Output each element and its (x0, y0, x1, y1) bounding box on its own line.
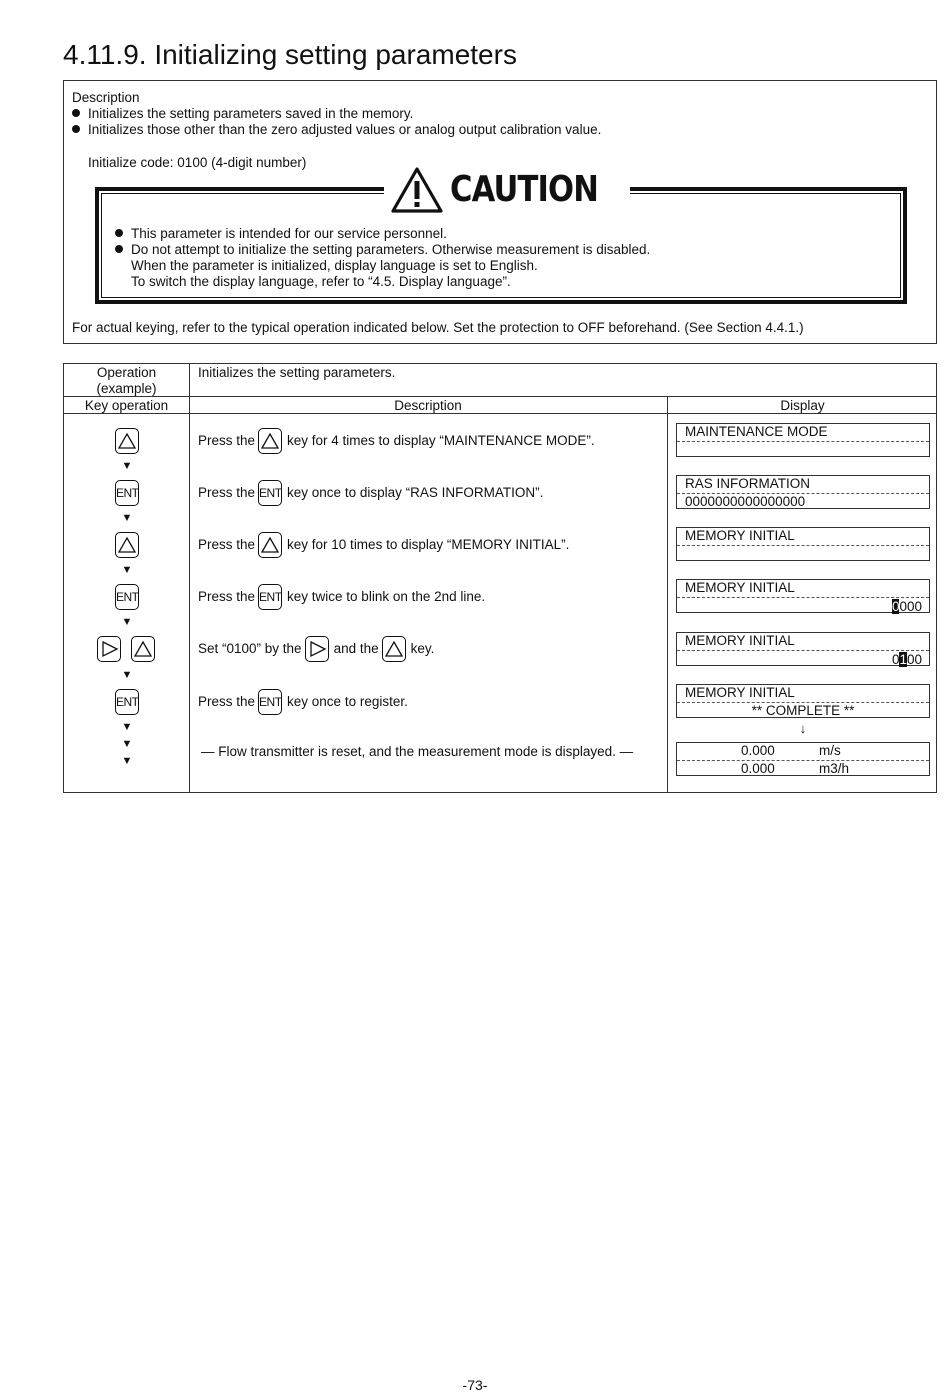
description-box (63, 80, 937, 344)
column-divider (667, 396, 668, 792)
lcd-digits: 0 (891, 652, 900, 667)
lcd-divider (677, 545, 929, 546)
ent-key-inline (258, 480, 284, 507)
step-text: Press the (198, 485, 256, 500)
caution-line: To switch the display language, refer to “4.5. Display language”. (131, 274, 511, 289)
ent-key: ENT (115, 689, 139, 715)
lcd-unit: m3/h (819, 761, 850, 776)
up-key (115, 532, 139, 558)
right-key (305, 636, 329, 662)
up-key (382, 636, 406, 662)
ent-key-inline (258, 584, 284, 611)
right-triangle-icon (306, 637, 330, 663)
caution-text: This parameter is intended for our service personnel. (131, 226, 447, 241)
up-key-inline (258, 532, 284, 559)
up-key (131, 636, 155, 662)
right-key (97, 636, 121, 662)
step-description (198, 531, 569, 559)
description-bullet (72, 106, 413, 123)
ent-key: ENT (115, 584, 139, 610)
lcd-line-1: MEMORY INITIAL (685, 580, 795, 595)
caution-line (115, 242, 650, 259)
final-step-description: — Flow transmitter is reset, and the measurement mode is displayed. — (201, 744, 634, 759)
step-text: and the (333, 641, 379, 656)
sequence-arrow: ▼ (121, 738, 133, 750)
lcd-divider (677, 760, 929, 761)
step-text: Press the (198, 433, 256, 448)
header-display: Display (780, 398, 825, 413)
description-heading: Description (72, 90, 140, 105)
sequence-arrow: ▼ (121, 669, 133, 681)
header-description: Description (394, 398, 462, 413)
lcd-line-1: MEMORY INITIAL (685, 528, 795, 543)
operation-label-sub: (example) (96, 381, 157, 396)
lcd-digits: 00 (906, 652, 922, 667)
ent-key: ENT (258, 689, 282, 715)
step-description (198, 688, 408, 716)
page-title: 4.11.9. Initializing setting parameters (63, 39, 517, 70)
lcd-digits: 000 (899, 599, 922, 614)
step-description (198, 427, 595, 455)
lcd-line-2: ** COMPLETE ** (751, 703, 855, 718)
sequence-arrow: ▼ (121, 755, 133, 767)
ent-key: ENT (258, 584, 282, 610)
up-triangle-icon (259, 429, 283, 455)
caution-line: When the parameter is initialized, display language is set to English. (131, 258, 538, 273)
up-key-inline (258, 428, 284, 455)
operation-value: Initializes the setting parameters. (198, 365, 396, 380)
lcd-value: 0.000 (741, 761, 775, 776)
sequence-arrow: ▼ (121, 721, 133, 733)
blink-cursor: 0 (891, 599, 900, 614)
step-description (198, 479, 543, 507)
step-description (198, 583, 485, 611)
step-text: Press the (198, 589, 256, 604)
up-triangle-icon (116, 429, 140, 455)
lcd-display (676, 742, 930, 776)
sequence-arrow: ▼ (121, 512, 133, 524)
footnote: For actual keying, refer to the typical operation indicated below. Set the protection to OFF beforehand. (See Section 4.4.1.) (72, 320, 804, 335)
lcd-display (676, 423, 930, 457)
up-key (258, 532, 282, 558)
lcd-line-1: MAINTENANCE MODE (685, 424, 828, 439)
lcd-line-2 (892, 652, 922, 668)
up-key (115, 428, 139, 454)
step-text: key once to register. (287, 694, 408, 709)
bullet-text: Initializes those other than the zero adjusted values or analog output calibration value. (88, 122, 602, 137)
lcd-unit: m/s (819, 743, 841, 758)
ent-key: ENT (115, 480, 139, 506)
step-text: key for 4 times to display “MAINTENANCE MODE”. (287, 433, 595, 448)
lcd-divider (677, 441, 929, 442)
operation-label: Operation (96, 365, 157, 380)
lcd-line-2: 0000000000000000 (685, 494, 806, 509)
lcd-line-2 (892, 599, 922, 615)
row-divider (64, 396, 936, 397)
lcd-display (676, 527, 930, 561)
step-text: Set “0100” by the (198, 641, 302, 656)
step-text: key for 10 times to display “MEMORY INITIAL”. (287, 537, 570, 552)
page-number: -73- (462, 1377, 488, 1393)
up-key (258, 428, 282, 454)
lcd-line-1: MEMORY INITIAL (685, 633, 795, 648)
step-text: key. (410, 641, 435, 656)
sequence-arrow: ▼ (121, 564, 133, 576)
caution-line (115, 226, 447, 243)
right-key-inline (305, 636, 331, 663)
lcd-line-1: RAS INFORMATION (685, 476, 811, 491)
bullet-text: Initializes the setting parameters saved in the memory. (88, 106, 414, 121)
up-triangle-icon (132, 637, 156, 663)
lcd-display (676, 579, 930, 613)
lcd-line-1: MEMORY INITIAL (685, 685, 795, 700)
operation-table (63, 363, 937, 793)
up-triangle-icon (259, 533, 283, 559)
lcd-value: 0.000 (741, 743, 775, 758)
caution-header (384, 165, 630, 215)
step-text: key once to display “RAS INFORMATION”. (287, 485, 544, 500)
lcd-display (676, 632, 930, 666)
down-arrow: ↓ (799, 721, 807, 736)
lcd-divider (677, 597, 929, 598)
sequence-arrow: ▼ (121, 460, 133, 472)
up-triangle-icon (383, 637, 407, 663)
up-key-inline (382, 636, 408, 663)
ent-key-inline (258, 689, 284, 716)
caution-text: Do not attempt to initialize the setting parameters. Otherwise measurement is disabled. (131, 242, 651, 257)
caution-word: CAUTION (450, 168, 598, 210)
step-text: key twice to blink on the 2nd line. (287, 589, 486, 604)
step-description (198, 635, 434, 663)
blink-cursor: 1 (899, 652, 907, 667)
step-text: Press the (198, 694, 256, 709)
lcd-display (676, 475, 930, 509)
column-divider (189, 364, 190, 792)
header-key-operation: Key operation (84, 398, 169, 413)
initialize-code: Initialize code: 0100 (4-digit number) (88, 155, 307, 170)
warning-icon (390, 166, 444, 214)
description-bullet (72, 122, 601, 139)
up-triangle-icon (116, 533, 140, 559)
ent-key: ENT (258, 480, 282, 506)
lcd-display (676, 684, 930, 718)
lcd-divider (677, 650, 929, 651)
right-triangle-icon (98, 637, 122, 663)
step-text: Press the (198, 537, 256, 552)
sequence-arrow: ▼ (121, 616, 133, 628)
